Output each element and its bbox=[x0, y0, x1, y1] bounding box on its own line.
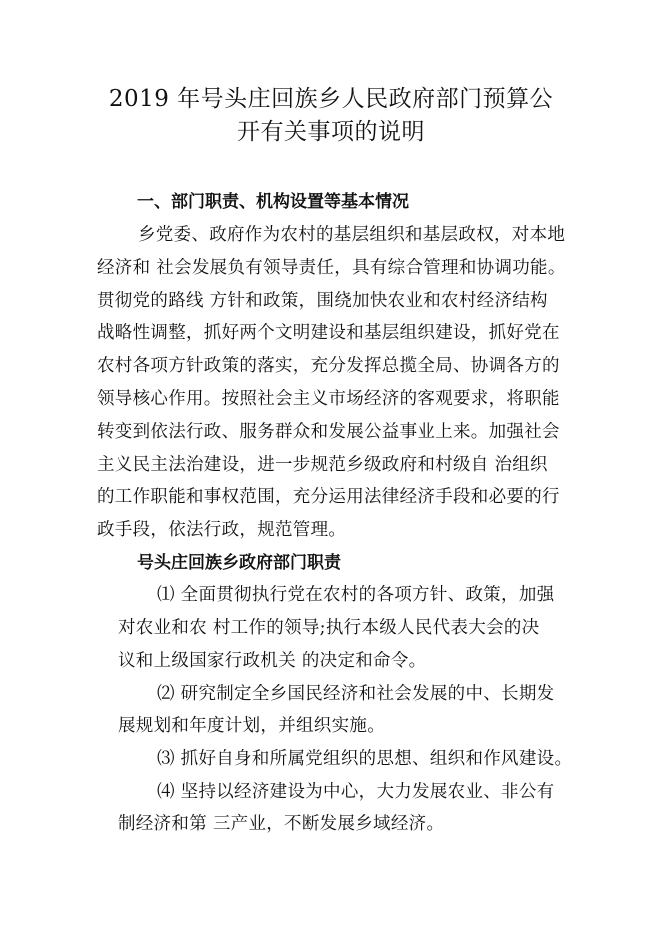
paragraph-line: 的工作职能和事权范围，充分运用法律经济手段和必要的行 bbox=[97, 487, 560, 507]
paragraph-line: 战略性调整，抓好两个文明建设和基层组织建设，抓好党在 bbox=[97, 323, 560, 343]
list-item-line: ⑵ 研究制定全乡国民经济和社会发展的中、长期发 bbox=[157, 684, 555, 704]
paragraph-line: 转变到依法行政、服务群众和发展公益事业上来。加强社会 bbox=[97, 422, 560, 442]
list-item-line: 制经济和第 三产业，不断发展乡域经济。 bbox=[118, 814, 445, 834]
list-item-line: ⑴ 全面贯彻执行党在农村的各项方针、政策，加强 bbox=[157, 585, 555, 605]
list-item-line: 展规划和年度计划，并组织实施。 bbox=[118, 716, 385, 736]
paragraph-line: 乡党委、政府作为农村的基层组织和基层政权，对本地 bbox=[138, 225, 566, 245]
document-title-line-2: 开有关事项的说明 bbox=[237, 119, 425, 145]
paragraph-line: 经济和 社会发展负有领导责任，具有综合管理和协调功能。 bbox=[97, 258, 566, 278]
list-item-line: 对农业和农 村工作的领导;执行本级人民代表大会的决 bbox=[118, 618, 540, 638]
list-item-line: 议和上级国家行政机关 的决定和命令。 bbox=[118, 651, 427, 671]
paragraph-line: 主义民主法治建设，进一步规范乡级政府和村级自 治组织 bbox=[97, 455, 548, 475]
document-title-line-1: 2019 年号头庄回族乡人民政府部门预算公 bbox=[108, 86, 554, 112]
list-item-line: ⑷ 坚持以经济建设为中心，大力发展农业、非公有 bbox=[157, 782, 555, 802]
subsection-heading: 号头庄回族乡政府部门职责 bbox=[137, 553, 341, 573]
section-heading: 一、部门职责、机构设置等基本情况 bbox=[137, 192, 409, 212]
list-item-line: ⑶ 抓好自身和所属党组织的思想、组织和作风建设。 bbox=[157, 749, 573, 769]
paragraph-line: 贯彻党的路线 方针和政策，围绕加快农业和农村经济结构 bbox=[97, 291, 548, 311]
paragraph-line: 农村各项方针政策的落实，充分发挥总揽全局、协调各方的 bbox=[97, 356, 560, 376]
paragraph-line: 政手段，依法行政，规范管理。 bbox=[97, 520, 347, 540]
paragraph-line: 领导核心作用。按照社会主义市场经济的客观要求，将职能 bbox=[97, 389, 560, 409]
